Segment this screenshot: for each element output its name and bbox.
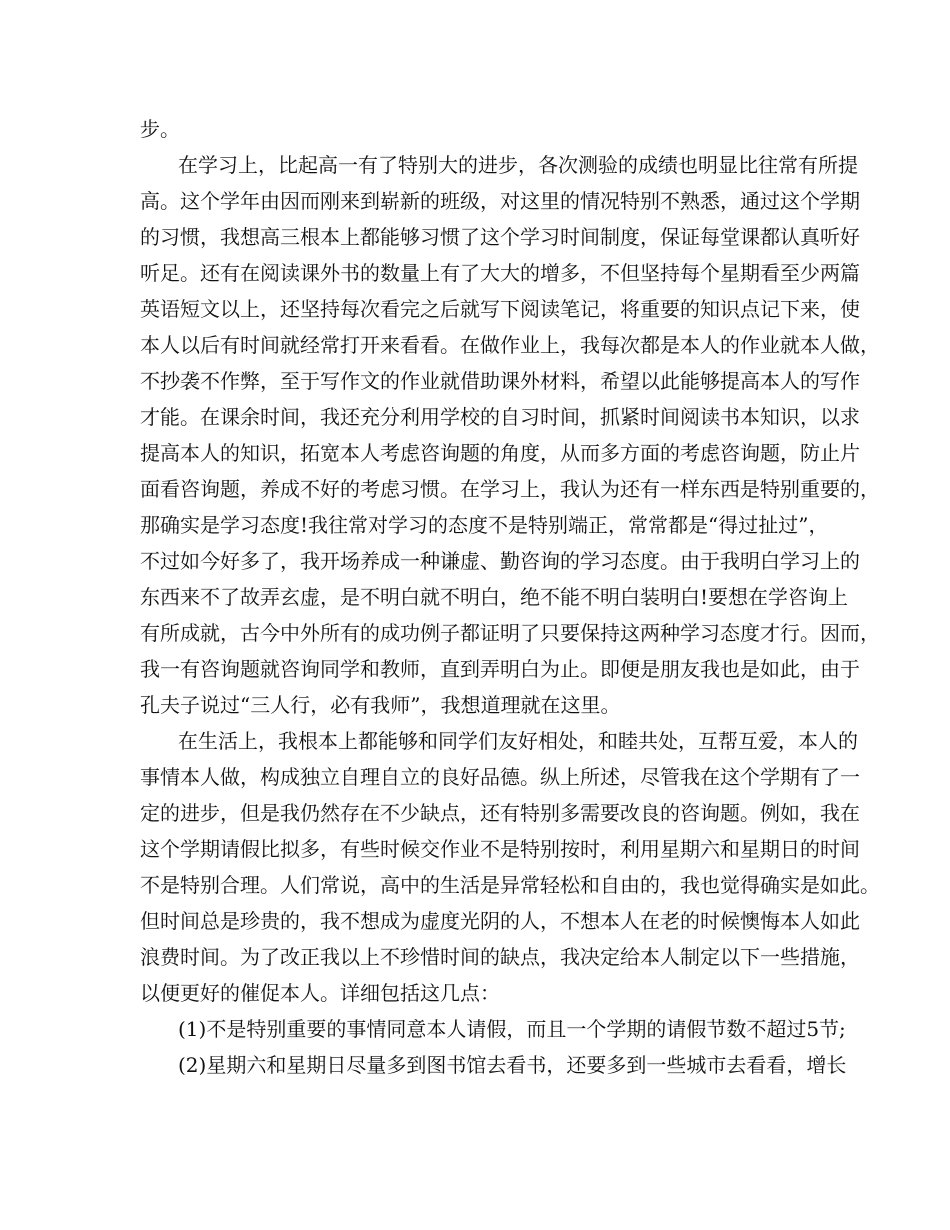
text-line: 孔夫子说过“三人行，必有我师”，我想道理就在这里。 [140, 693, 621, 717]
text-line: 不是特别合理。人们常说，高中的生活是异常轻松和自由的，我也觉得确实是如此。 [140, 873, 880, 897]
text-line: 高。这个学年由因而刚来到崭新的班级，对这里的情况特别不熟悉，通过这个学期 [140, 189, 860, 213]
text-line: 听足。还有在阅读课外书的数量上有了大大的增多，不但坚持每个星期看至少两篇 [140, 261, 860, 285]
text-line: 事情本人做，构成独立自理自立的良好品德。纵上所述，尽管我在这个学期有了一 [140, 765, 860, 789]
text-line: 有所成就，古今中外所有的成功例子都证明了只要保持这两种学习态度才行。因而， [140, 621, 880, 645]
paragraph-start-line: 在生活上，我根本上都能够和同学们友好相处，和睦共处，互帮互爱，本人的 [178, 729, 858, 753]
text-line: 面看咨询题，养成不好的考虑习惯。在学习上，我认为还有一样东西是特别重要的， [140, 477, 880, 501]
list-item: (1)不是特别重要的事情同意本人请假，而且一个学期的请假节数不超过5节; [178, 1017, 846, 1041]
paragraph-start-line: 在学习上，比起高一有了特别大的进步，各次测验的成绩也明显比往常有所提 [178, 153, 858, 177]
text-line: 的习惯，我想高三根本上都能够习惯了这个学习时间制度，保证每堂课都认真听好 [140, 225, 860, 249]
text-line: 提高本人的知识，拓宽本人考虑咨询题的角度，从而多方面的考虑咨询题，防止片 [140, 441, 860, 465]
text-line: 以便更好的催促本人。详细包括这几点： [140, 981, 500, 1005]
text-line: 但时间总是珍贵的，我不想成为虚度光阴的人，不想本人在老的时候懊悔本人如此 [140, 909, 860, 933]
text-line: 定的进步，但是我仍然存在不少缺点，还有特别多需要改良的咨询题。例如，我在 [140, 801, 860, 825]
text-line: 那确实是学习态度!我往常对学习的态度不是特别端正，常常都是“得过扯过”， [140, 513, 829, 537]
text-line: 这个学期请假比拟多，有些时候交作业不是特别按时，利用星期六和星期日的时间 [140, 837, 860, 861]
list-item: (2)星期六和星期日尽量多到图书馆去看书，还要多到一些城市去看看，增长 [178, 1053, 847, 1077]
text-line: 东西来不了故弄玄虚，是不明白就不明白，绝不能不明白装明白!要想在学咨询上 [140, 585, 849, 609]
text-line: 我一有咨询题就咨询同学和教师，直到弄明白为止。即便是朋友我也是如此，由于 [140, 657, 860, 681]
text-line: 才能。在课余时间，我还充分利用学校的自习时间，抓紧时间阅读书本知识，以求 [140, 405, 860, 429]
text-line: 不过如今好多了，我开场养成一种谦虚、勤咨询的学习态度。由于我明白学习上的 [140, 549, 860, 573]
text-line: 不抄袭不作弊，至于写作文的作业就借助课外材料，希望以此能够提高本人的写作 [140, 369, 860, 393]
text-line: 步。 [140, 117, 180, 141]
text-line: 英语短文以上，还坚持每次看完之后就写下阅读笔记，将重要的知识点记下来，使 [140, 297, 860, 321]
text-line: 浪费时间。为了改正我以上不珍惜时间的缺点，我决定给本人制定以下一些措施， [140, 945, 860, 969]
text-line: 本人以后有时间就经常打开来看看。在做作业上，我每次都是本人的作业就本人做， [140, 333, 880, 357]
